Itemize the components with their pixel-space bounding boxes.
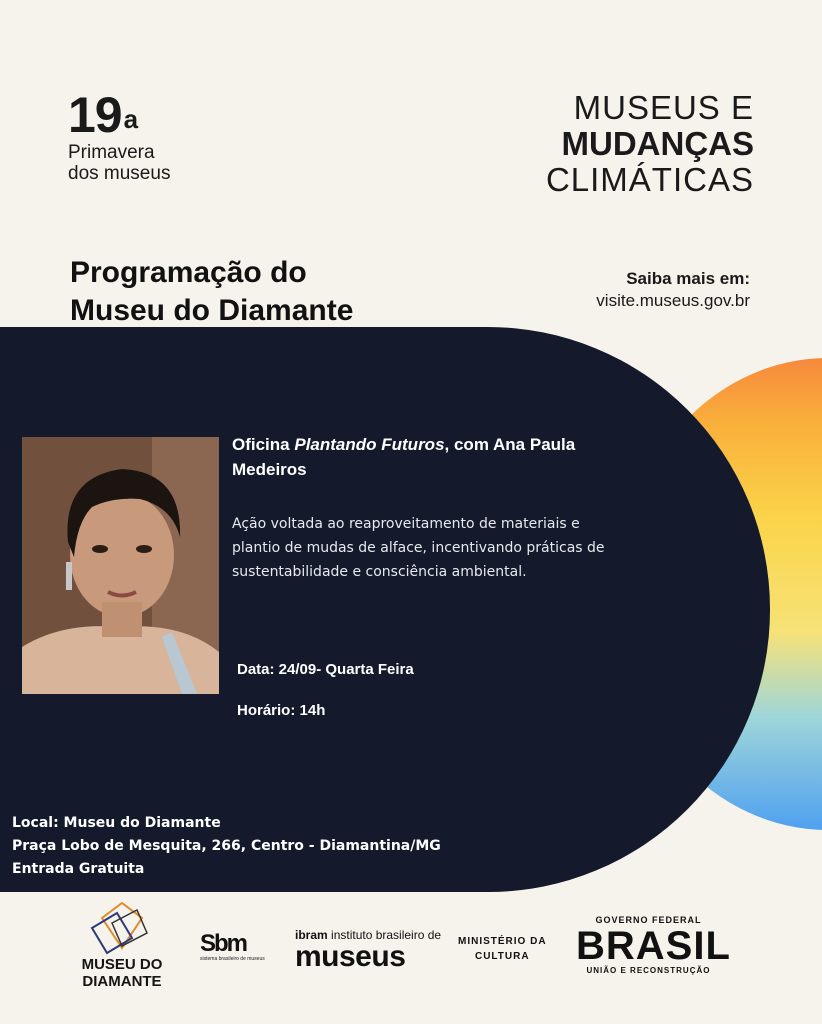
- edition-line2: dos museus: [68, 163, 171, 184]
- page-title: Programação do Museu do Diamante: [70, 256, 354, 327]
- more-info-label: Saiba mais em:: [626, 269, 750, 288]
- ministerio-cultura-logo: MINISTÉRIO DA CULTURA: [458, 936, 547, 962]
- diamond-icon: [62, 898, 182, 958]
- event-date: Data: 24/09- Quarta Feira: [237, 661, 414, 678]
- event-time: Horário: 14h: [237, 702, 326, 719]
- sbm-logo: Sbm sistema brasileiro de museus: [200, 930, 265, 962]
- event-location: [12, 812, 441, 881]
- edition-number: 19$^a$: [68, 87, 138, 143]
- theme-line1: MUSEUS E: [573, 89, 754, 126]
- theme-line3: CLIMÁTICAS: [545, 161, 754, 198]
- ibram-logo: ibram instituto brasileiro de museus: [295, 928, 442, 973]
- location-admission: Entrada Gratuita: [12, 861, 145, 877]
- location-address: Praça Lobo de Mesquita, 266, Centro - Diamantina/MG: [12, 838, 441, 854]
- more-info: [596, 268, 750, 312]
- speaker-photo: [22, 437, 219, 694]
- event-title: Oficina Plantando Futuros, com Ana Paula Medeiros: [232, 435, 576, 479]
- more-info-link[interactable]: visite.museus.gov.br: [596, 291, 750, 310]
- governo-federal-logo: GOVERNO FEDERAL BRASIL UNIÃO E RECONSTRUÇÃO: [576, 915, 731, 975]
- location-venue: Local: Museu do Diamante: [12, 815, 221, 831]
- event-description: Ação voltada ao reaproveitamento de materiais e plantio de mudas de alface, incentivando práticas de sustentabilidade e consciência ambiental.: [232, 516, 605, 580]
- theme-title: [546, 90, 754, 198]
- edition-badge: [68, 88, 170, 184]
- edition-line1: Primavera: [68, 142, 155, 163]
- theme-line2: MUDANÇAS: [561, 125, 754, 162]
- museu-diamante-logo: MUSEU DO DIAMANTE: [62, 898, 182, 998]
